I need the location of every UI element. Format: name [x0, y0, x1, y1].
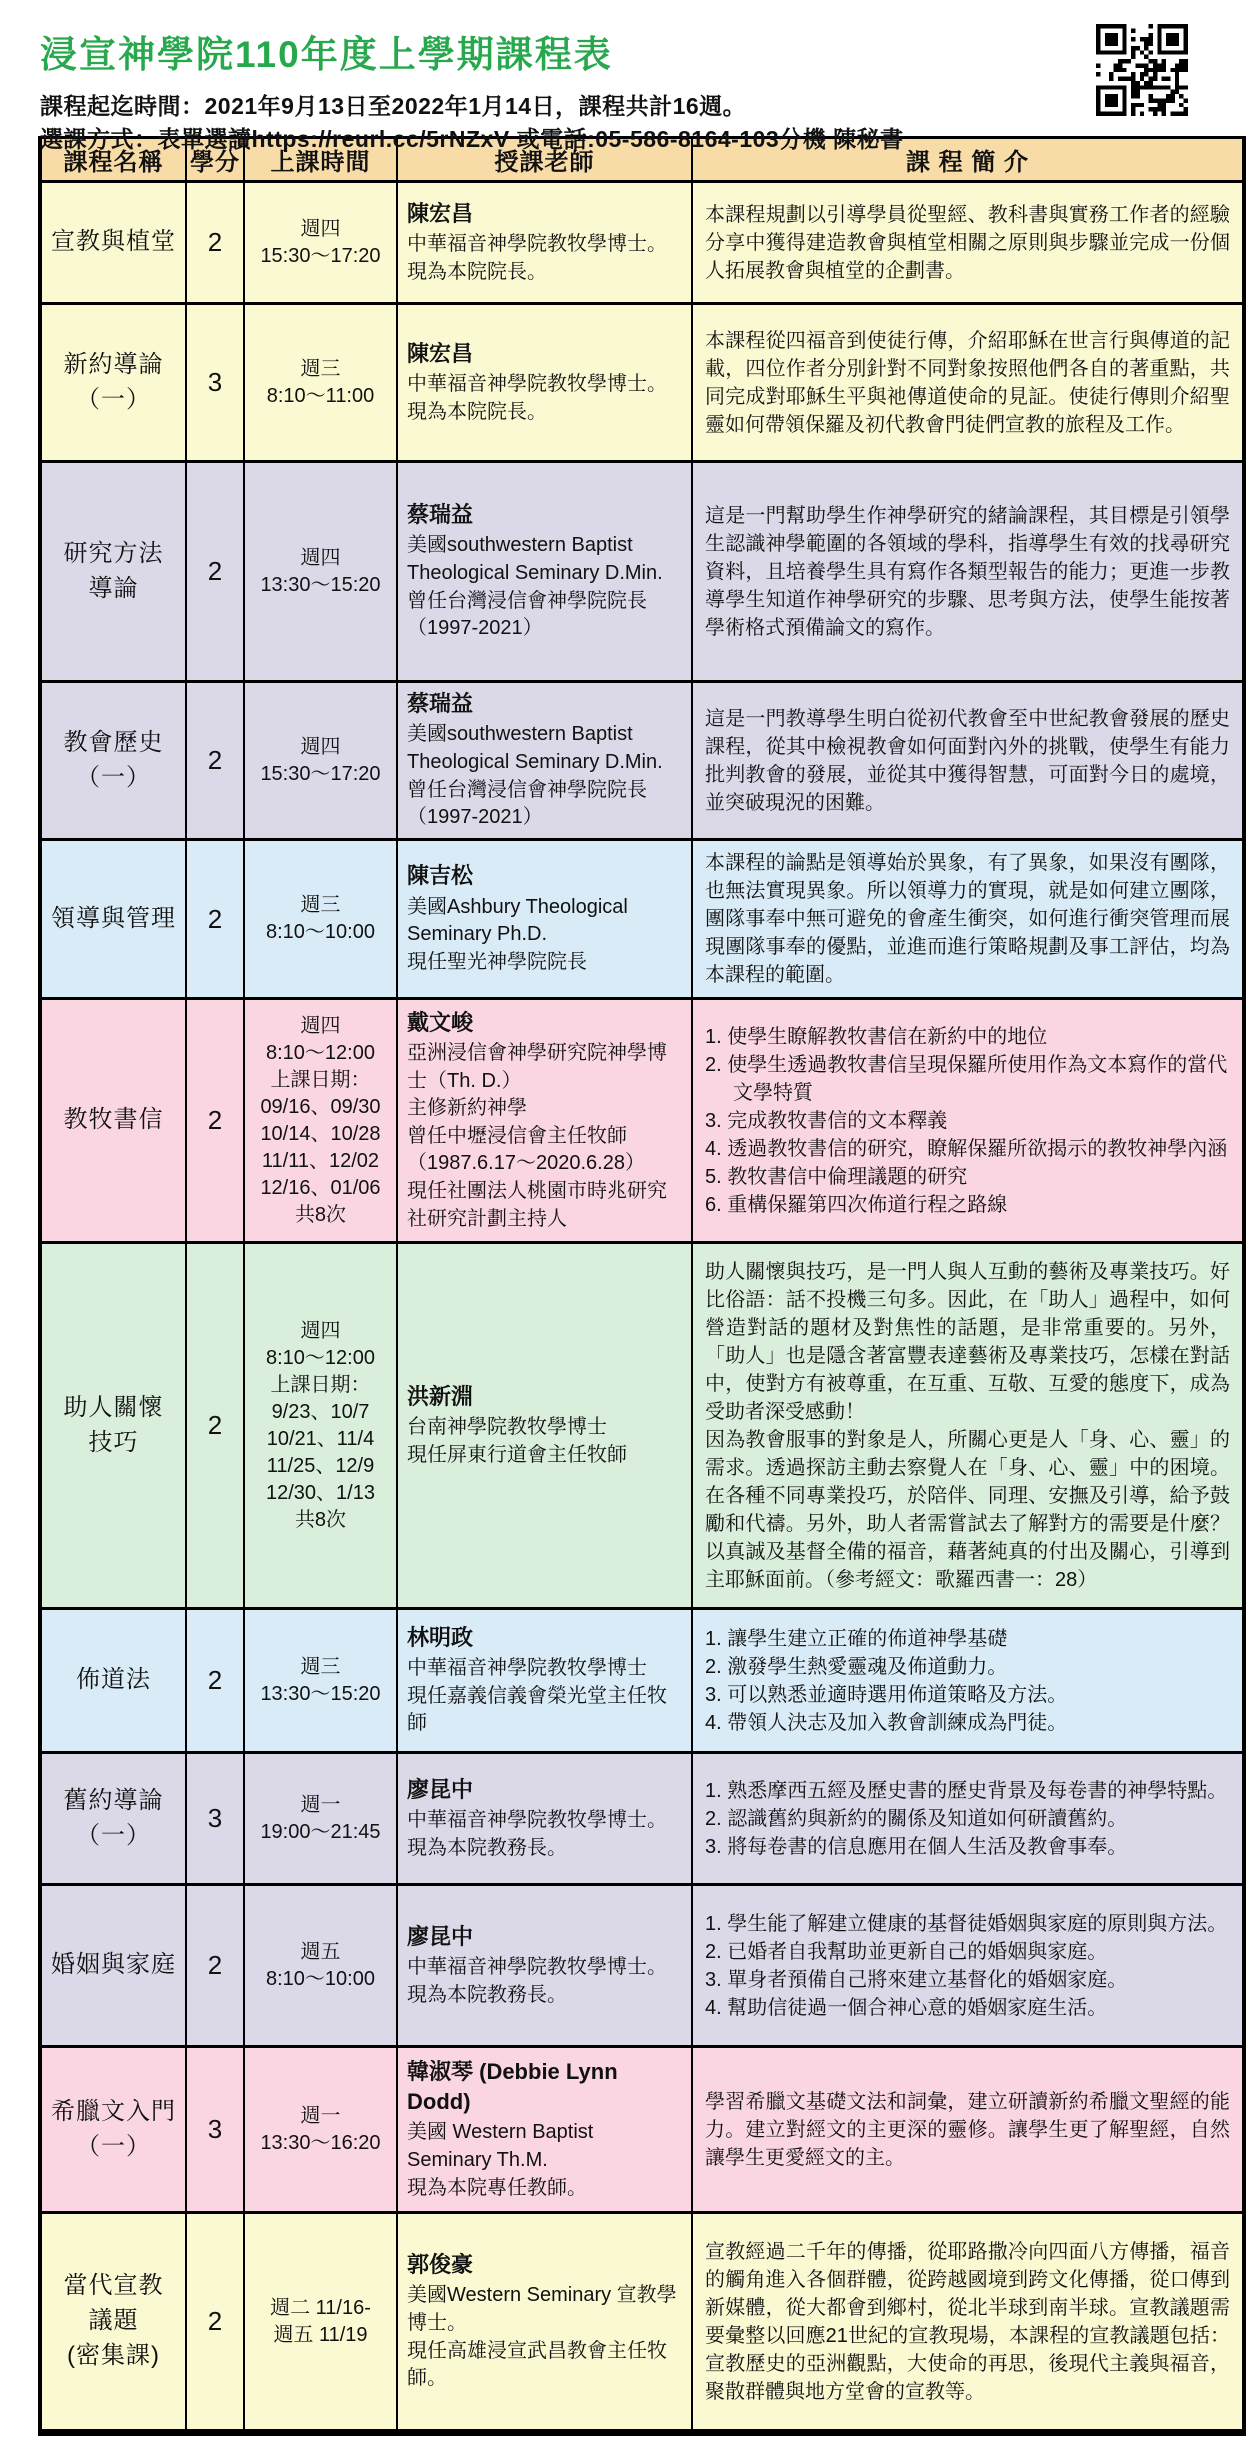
- course-name-cell: 希臘文入門 （一）: [40, 2047, 186, 2213]
- credits-cell: 2: [186, 1243, 244, 1609]
- teacher-cell: 郭俊豪 美國Western Seminary 宣教學博士。 現任高雄浸宣武昌教會主任牧師。: [397, 2213, 692, 2433]
- time-cell: 週一 19:00～21:45: [244, 1753, 397, 1885]
- course-name-cell: 助人關懷 技巧: [40, 1243, 186, 1609]
- table-row: [40, 304, 1244, 462]
- teacher-cell: 陳吉松 美國Ashbury Theological Seminary Ph.D. 現任聖光神學院院長: [397, 840, 692, 999]
- teacher-cell: 陳宏昌 中華福音神學院教牧學博士。 現為本院院長。: [397, 182, 692, 304]
- course-name-cell: 教會歷史 （一）: [40, 682, 186, 840]
- credits-cell: 3: [186, 1753, 244, 1885]
- teacher-cell: 蔡瑞益 美國southwestern Baptist Theological Seminary D.Min. 曾任台灣浸信會神學院院長 （1997-2021）: [397, 462, 692, 682]
- table-row: [40, 999, 1244, 1243]
- course-name-cell: 研究方法 導論: [40, 462, 186, 682]
- time-cell: 週四 8:10～12:00 上課日期： 9/23、10/7 10/21、11/4 11/25、12/9 12/30、1/13 共8次: [244, 1243, 397, 1609]
- description-cell: 1. 熟悉摩西五經及歷史書的歷史背景及每卷書的神學特點。 2. 認識舊約與新約的關係及知道如何研讀舊約。 3. 將每卷書的信息應用在個人生活及教會事奉。: [692, 1753, 1244, 1885]
- description-cell: 這是一門幫助學生作神學研究的緒論課程，其目標是引領學生認識神學範圍的各領域的學科，指導學生有效的找尋研究資料，且培養學生具有寫作各類型報告的能力；更進一步教導學生知道作神學研究的步驟、思考與方法，使學生能按著學術格式預備論文的寫作。: [692, 462, 1244, 682]
- table-row: [40, 2213, 1244, 2433]
- course-name-cell: 宣教與植堂: [40, 182, 186, 304]
- time-cell: 週五 8:10～10:00: [244, 1885, 397, 2047]
- credits-cell: 3: [186, 2047, 244, 2213]
- page-title: 浸宣神學院110年度上學期課程表: [40, 34, 613, 75]
- table-row: [40, 840, 1244, 999]
- course-period-line: 課程起迄時間：2021年9月13日至2022年1月14日，課程共計16週。: [40, 93, 747, 119]
- time-cell: 週二 11/16- 週五 11/19: [244, 2213, 397, 2433]
- col-header-teacher: 授課老師: [397, 138, 692, 182]
- course-name-cell: 佈道法: [40, 1609, 186, 1753]
- teacher-cell: 韓淑琴 (Debbie Lynn Dodd) 美國 Western Baptist Seminary Th.M. 現為本院專任教師。: [397, 2047, 692, 2213]
- credits-cell: 2: [186, 999, 244, 1243]
- col-header-time: 上課時間: [244, 138, 397, 182]
- time-cell: 週一 13:30～16:20: [244, 2047, 397, 2213]
- description-cell: 本課程的論點是領導始於異象，有了異象，如果沒有團隊，也無法實現異象。所以領導力的實現，就是如何建立團隊，團隊事奉中無可避免的會產生衝突，如何進行衝突管理而展現團隊事奉的優點，並進而進行策略規劃及事工評估，均為本課程的範圍。: [692, 840, 1244, 999]
- col-header-credits: 學分: [186, 138, 244, 182]
- description-cell: 助人關懷與技巧，是一門人與人互動的藝術及專業技巧。好比俗語：話不投機三句多。因此，在「助人」過程中，如何營造對話的題材及對焦性的話題，是非常重要的。另外，「助人」也是隱含著富豐表達藝術及專業技巧，怎樣在對話中，使對方有被尊重，在互重、互敬、互愛的態度下，成為受助者深受感動！ 因為教會服事的對象是人，所關心更是人「身、心、靈」的需求。透過探訪主動去察覺人在「身、心、靈」中的困境。在各種不同專業投巧，於陪伴、同理、安撫及引導，給予鼓勵和代禱。另外，助人者需嘗試去了解對方的需要是什麼？以真誠及基督全備的福音，藉著純真的付出及關心，引導到主耶穌面前。（參考經文：歌羅西書一：28）: [692, 1243, 1244, 1609]
- credits-cell: 2: [186, 840, 244, 999]
- course-name-cell: 當代宣教 議題 (密集課): [40, 2213, 186, 2433]
- time-cell: 週三 8:10～10:00: [244, 840, 397, 999]
- teacher-cell: 廖昆中 中華福音神學院教牧學博士。 現為本院教務長。: [397, 1753, 692, 1885]
- teacher-cell: 林明政 中華福音神學院教牧學博士 現任嘉義信義會榮光堂主任牧師: [397, 1609, 692, 1753]
- enrollment-line: 選課方式：表單選讀https://reurl.cc/5rNZxV 或電話:05-586-8164-103分機 陳秘書: [40, 125, 904, 152]
- teacher-cell: 陳宏昌 中華福音神學院教牧學博士。 現為本院院長。: [397, 304, 692, 462]
- description-cell: 這是一門教導學生明白從初代教會至中世紀教會發展的歷史課程，從其中檢視教會如何面對內外的挑戰，使學生有能力批判教會的發展，並從其中獲得智慧，可面對今日的處境，並突破現況的困難。: [692, 682, 1244, 840]
- time-cell: 週三 8:10～11:00: [244, 304, 397, 462]
- time-cell: 週四 13:30～15:20: [244, 462, 397, 682]
- table-row: [40, 682, 1244, 840]
- course-name-cell: 領導與管理: [40, 840, 186, 999]
- description-cell: 學習希臘文基礎文法和詞彙，建立研讀新約希臘文聖經的能力。建立對經文的主更深的靈修。讓學生更了解聖經，自然讓學生更愛經文的主。: [692, 2047, 1244, 2213]
- col-header-course-name: 課程名稱: [40, 138, 186, 182]
- course-table: [38, 136, 1246, 2436]
- description-cell: 1. 學生能了解建立健康的基督徒婚姻與家庭的原則與方法。 2. 已婚者自我幫助並更新自己的婚姻與家庭。 3. 單身者預備自己將來建立基督化的婚姻家庭。 4. 幫助信徒過一個合神心意的婚姻家庭生活。: [692, 1885, 1244, 2047]
- description-cell: 宣教經過二千年的傳播，從耶路撒冷向四面八方傳播，福音的觸角進入各個群體，從跨越國境到跨文化傳播，從口傳到新媒體，從大都會到鄉村，從北半球到南半球。宣教議題需要彙整以回應21世紀的宣教現場，本課程的宣教議題包括：宣教歷史的亞洲觀點，大使命的再思，後現代主義與福音，聚散群體與地方堂會的宣教等。: [692, 2213, 1244, 2433]
- credits-cell: 2: [186, 1885, 244, 2047]
- table-row: [40, 1885, 1244, 2047]
- description-cell: 1. 讓學生建立正確的佈道神學基礎 2. 激發學生熱愛靈魂及佈道動力。 3. 可以熟悉並適時選用佈道策略及方法。 4. 帶領人決志及加入教會訓練成為門徒。: [692, 1609, 1244, 1753]
- table-row: [40, 182, 1244, 304]
- time-cell: 週四 8:10～12:00 上課日期： 09/16、09/30 10/14、10/28 11/11、12/02 12/16、01/06 共8次: [244, 999, 397, 1243]
- course-name-cell: 新約導論 （一）: [40, 304, 186, 462]
- course-name-cell: 舊約導論 （一）: [40, 1753, 186, 1885]
- teacher-cell: 洪新淵 台南神學院教牧學博士 現任屏東行道會主任牧師: [397, 1243, 692, 1609]
- teacher-cell: 蔡瑞益 美國southwestern Baptist Theological Seminary D.Min. 曾任台灣浸信會神學院院長 （1997-2021）: [397, 682, 692, 840]
- table-row: [40, 1243, 1244, 1609]
- credits-cell: 3: [186, 304, 244, 462]
- course-name-cell: 婚姻與家庭: [40, 1885, 186, 2047]
- course-name-cell: 教牧書信: [40, 999, 186, 1243]
- credits-cell: 2: [186, 462, 244, 682]
- table-row: [40, 1609, 1244, 1753]
- time-cell: 週三 13:30～15:20: [244, 1609, 397, 1753]
- credits-cell: 2: [186, 182, 244, 304]
- description-cell: 1. 使學生瞭解教牧書信在新約中的地位 2. 使學生透過教牧書信呈現保羅所使用作為文本寫作的當代文學特質 3. 完成教牧書信的文本釋義 4. 透過教牧書信的研究，瞭解保羅所欲揭示的教牧神學內涵 5. 教牧書信中倫理議題的研究 6. 重構保羅第四次佈道行程之路線: [692, 999, 1244, 1243]
- table-row: [40, 1753, 1244, 1885]
- teacher-cell: 戴文峻 亞洲浸信會神學研究院神學博士（Th. D.） 主修新約神學 曾任中壢浸信會主任牧師（1987.6.17～2020.6.28） 現任社團法人桃園市時兆研究社研究計劃主持人: [397, 999, 692, 1243]
- teacher-cell: 廖昆中 中華福音神學院教牧學博士。 現為本院教務長。: [397, 1885, 692, 2047]
- credits-cell: 2: [186, 682, 244, 840]
- table-row: [40, 2047, 1244, 2213]
- page-header: [0, 0, 1248, 152]
- credits-cell: 2: [186, 2213, 244, 2433]
- course-table-body: [40, 182, 1244, 2433]
- qr-code-icon: [1096, 24, 1188, 116]
- col-header-description: 課 程 簡 介: [692, 138, 1244, 182]
- credits-cell: 2: [186, 1609, 244, 1753]
- table-row: [40, 462, 1244, 682]
- description-cell: 本課程從四福音到使徒行傳，介紹耶穌在世言行與傳道的記載，四位作者分別針對不同對象按照他們各自的著重點，共同完成對耶穌生平與祂傳道使命的見証。使徒行傳則介紹聖靈如何帶領保羅及初代教會門徒們宣教的旅程及工作。: [692, 304, 1244, 462]
- time-cell: 週四 15:30～17:20: [244, 682, 397, 840]
- time-cell: 週四 15:30～17:20: [244, 182, 397, 304]
- qr-code-pattern: [1096, 24, 1188, 116]
- description-cell: 本課程規劃以引導學員從聖經、教科書與實務工作者的經驗分享中獲得建造教會與植堂相關之原則與步驟並完成一份個人拓展教會與植堂的企劃書。: [692, 182, 1244, 304]
